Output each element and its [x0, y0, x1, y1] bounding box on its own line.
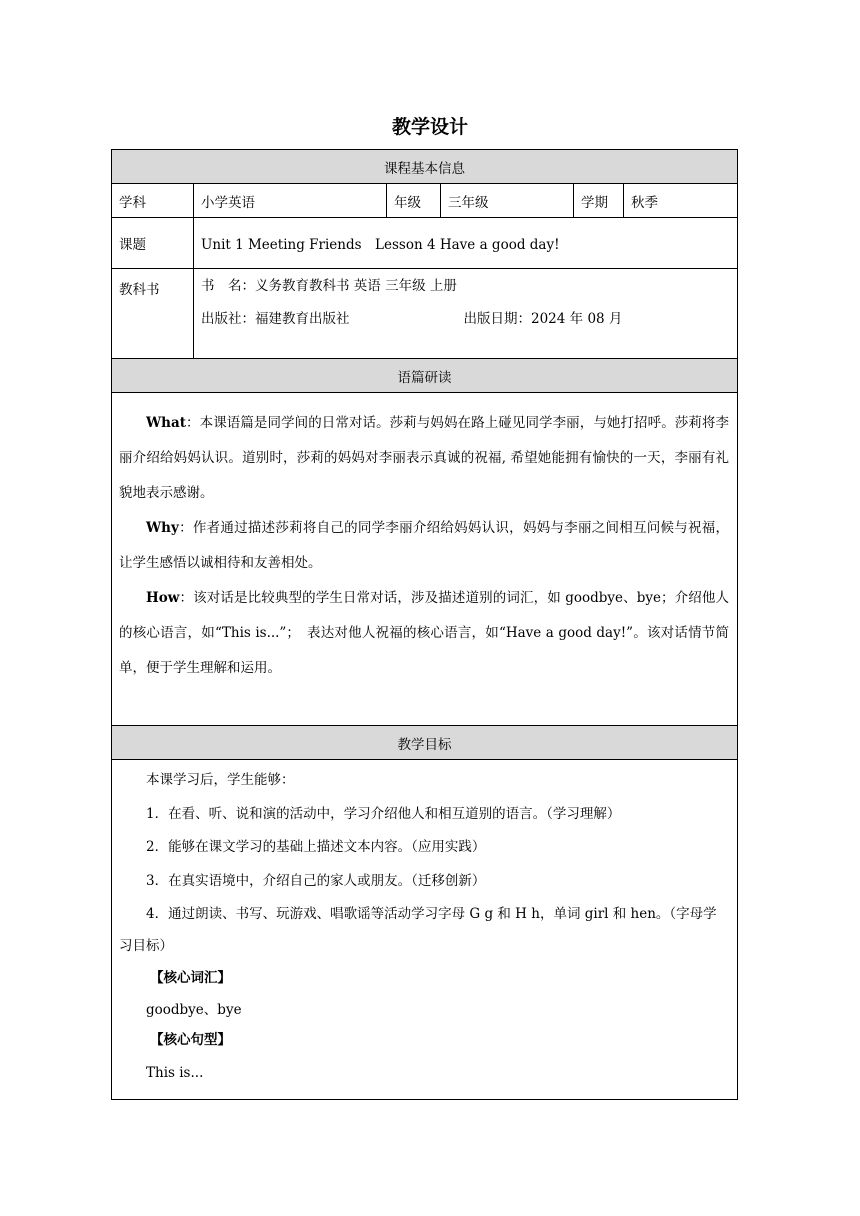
core-vocab-heading: 【核心词汇】 [150, 970, 232, 986]
what-text: ：本课语篇是同学间的日常对话。莎莉与妈妈在路上碰见同学李丽，与她打招呼。莎莉将李丽介绍给妈妈认识。道别时，莎莉的妈妈对李丽表示真诚的祝福, 希望她能拥有愉快的一天，李丽有礼貌地表示感谢。 [119, 415, 729, 501]
why-label: Why [146, 520, 179, 536]
objective-item-1: 1．在看、听、说和演的活动中，学习介绍他人和相互道别的语言。（学习理解） [146, 805, 621, 822]
grade-label: 年级 [387, 184, 441, 218]
how-text: ：该对话是比较典型的学生日常对话，涉及描述道别的词汇，如 goodbye、bye；介绍他人的核心语言，如“This is...”； 表达对他人祝福的核心语言，如“Have a good day!”。该对话情节简单，便于学生理解和运用。 [119, 590, 729, 676]
textbook-label: 教科书 [112, 269, 194, 359]
objective-item-2: 2．能够在课文学习的基础上描述文本内容。（应用实践） [146, 839, 486, 855]
term-value: 秋季 [624, 184, 738, 218]
topic-label: 课题 [112, 218, 194, 269]
document-title: 教学设计 [391, 116, 468, 138]
what-label: What [146, 415, 186, 431]
book-name: 书 名：义务教育教科书 英语 三年级 上册 [201, 278, 457, 294]
lesson-design-table [111, 149, 738, 1100]
subject-label: 学科 [112, 184, 194, 218]
core-sentence-heading: 【核心句型】 [150, 1031, 232, 1048]
textbook-info [194, 269, 738, 359]
section-header-text-study: 语篇研读 [112, 359, 738, 393]
how-paragraph [119, 581, 729, 686]
core-sentence: This is... [146, 1065, 204, 1081]
grade-value: 三年级 [441, 184, 574, 218]
subject-value: 小学英语 [194, 184, 387, 218]
section-header-basic-info: 课程基本信息 [112, 150, 738, 184]
objective-item-3: 3．在真实语境中，介绍自己的家人或朋友。（迁移创新） [146, 872, 486, 889]
term-label: 学期 [574, 184, 624, 218]
how-label: How [146, 590, 180, 606]
objective-item-4: 4．通过朗读、书写、玩游戏、唱歌谣等活动学习字母 G g 和 H h，单词 girl 和 hen。（字母学习目标） [119, 906, 717, 954]
why-text: ：作者通过描述莎莉将自己的同学李丽介绍给妈妈认识，妈妈与李丽之间相互问候与祝福，让学生感悟以诚相待和友善相处。 [119, 520, 729, 571]
publisher-line [201, 303, 730, 336]
core-vocab: goodbye、bye [146, 1001, 242, 1018]
section-header-objectives: 教学目标 [112, 726, 738, 760]
publish-date: 出版日期：2024 年 08 月 [463, 311, 623, 327]
objectives-intro: 本课学习后，学生能够： [146, 772, 295, 788]
publisher: 出版社：福建教育出版社 [201, 311, 350, 327]
text-study-content [112, 393, 738, 726]
what-paragraph [119, 406, 729, 511]
why-paragraph [119, 511, 729, 581]
topic-value: Unit 1 Meeting Friends Lesson 4 Have a good day! [194, 218, 738, 269]
objectives-content [112, 760, 738, 1100]
